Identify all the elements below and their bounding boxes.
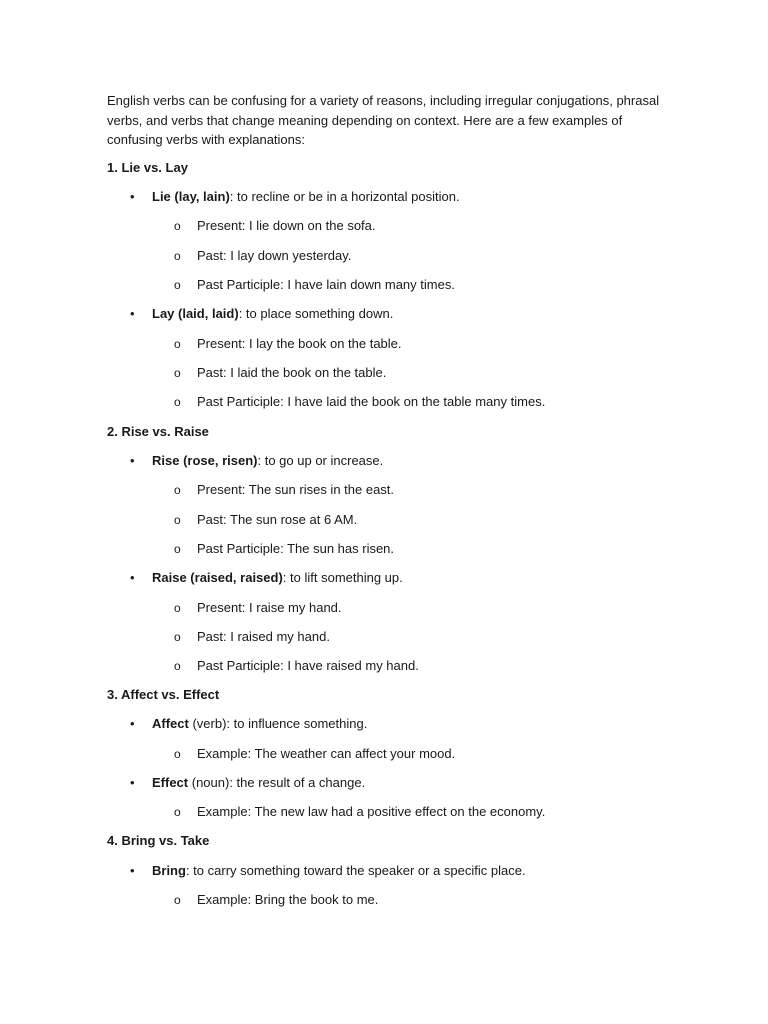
sub-bullet-marker: o [174, 366, 181, 380]
verb-definition: : to go up or increase. [257, 453, 384, 468]
bullet-item [130, 306, 393, 322]
verb-definition: : to recline or be in a horizontal position. [229, 189, 460, 204]
example-text: Past Participle: The sun has risen. [197, 541, 395, 556]
sub-bullet-marker: o [174, 278, 181, 292]
bullet-marker: • [130, 716, 135, 731]
example-item [174, 746, 455, 762]
example-item [174, 248, 351, 264]
example-text: Example: The new law had a positive effect on the economy. [197, 804, 546, 819]
bullet-item [130, 189, 460, 205]
sub-bullet-marker: o [174, 513, 181, 527]
example-text: Past: I laid the book on the table. [197, 365, 387, 380]
bullet-marker: • [130, 863, 135, 878]
section-heading: 4. Bring vs. Take [107, 833, 210, 848]
verb-definition: : to lift something up. [282, 570, 403, 585]
intro-paragraph: English verbs can be confusing for a variety of reasons, including irregular conjugations, phrasal verbs, and verbs that change meaning depending on context. Here are a few examples of confusing verbs with explanations: [107, 93, 660, 147]
bullet-marker: • [130, 306, 135, 321]
sub-bullet-marker: o [174, 395, 181, 409]
example-item [174, 365, 386, 381]
sub-bullet-marker: o [174, 893, 181, 907]
example-item [174, 600, 342, 616]
example-text: Past Participle: I have lain down many times. [197, 277, 455, 292]
verb-term: Bring [152, 863, 186, 878]
bullet-item [130, 453, 383, 469]
sub-bullet-marker: o [174, 337, 181, 351]
verb-definition: (noun): the result of a change. [188, 775, 366, 790]
sub-bullet-marker: o [174, 542, 181, 556]
example-item [174, 658, 419, 674]
example-item [174, 804, 545, 820]
example-text: Past: The sun rose at 6 AM. [197, 512, 358, 527]
example-item [174, 482, 394, 498]
example-text: Past Participle: I have raised my hand. [197, 658, 419, 673]
example-item [174, 336, 402, 352]
verb-term: Affect [152, 716, 189, 731]
sub-bullet-marker: o [174, 249, 181, 263]
verb-term: Lie (lay, lain) [152, 189, 230, 204]
sub-bullet-marker: o [174, 659, 181, 673]
bullet-marker: • [130, 189, 135, 204]
bullet-marker: • [130, 570, 135, 585]
section-heading: 3. Affect vs. Effect [107, 687, 220, 702]
verb-definition: : to place something down. [238, 306, 394, 321]
example-item [174, 629, 330, 645]
bullet-item [130, 863, 526, 879]
example-text: Example: The weather can affect your mood. [197, 746, 456, 761]
bullet-item [130, 775, 365, 791]
sub-bullet-marker: o [174, 601, 181, 615]
example-text: Present: I lay the book on the table. [197, 336, 402, 351]
section-heading: 2. Rise vs. Raise [107, 424, 209, 439]
example-text: Present: I raise my hand. [197, 600, 342, 615]
example-item [174, 277, 455, 293]
example-text: Present: I lie down on the sofa. [197, 218, 376, 233]
example-item [174, 892, 378, 908]
verb-term: Effect [152, 775, 189, 790]
bullet-item [130, 716, 367, 732]
example-item [174, 541, 394, 557]
sub-bullet-marker: o [174, 805, 181, 819]
example-text: Example: Bring the book to me. [197, 892, 379, 907]
section-heading: 1. Lie vs. Lay [107, 160, 188, 175]
sub-bullet-marker: o [174, 483, 181, 497]
verb-definition: : to carry something toward the speaker or a specific place. [185, 863, 526, 878]
sub-bullet-marker: o [174, 747, 181, 761]
verb-term: Lay (laid, laid) [152, 306, 239, 321]
sub-bullet-marker: o [174, 219, 181, 233]
example-text: Present: The sun rises in the east. [197, 482, 395, 497]
bullet-marker: • [130, 453, 135, 468]
example-text: Past: I lay down yesterday. [197, 248, 352, 263]
example-item [174, 218, 376, 234]
example-item [174, 512, 357, 528]
verb-term: Rise (rose, risen) [152, 453, 258, 468]
verb-term: Raise (raised, raised) [152, 570, 283, 585]
bullet-marker: • [130, 775, 135, 790]
example-item [174, 394, 545, 410]
bullet-item [130, 570, 403, 586]
example-text: Past: I raised my hand. [197, 629, 330, 644]
sub-bullet-marker: o [174, 630, 181, 644]
example-text: Past Participle: I have laid the book on the table many times. [197, 394, 546, 409]
verb-definition: (verb): to influence something. [188, 716, 368, 731]
